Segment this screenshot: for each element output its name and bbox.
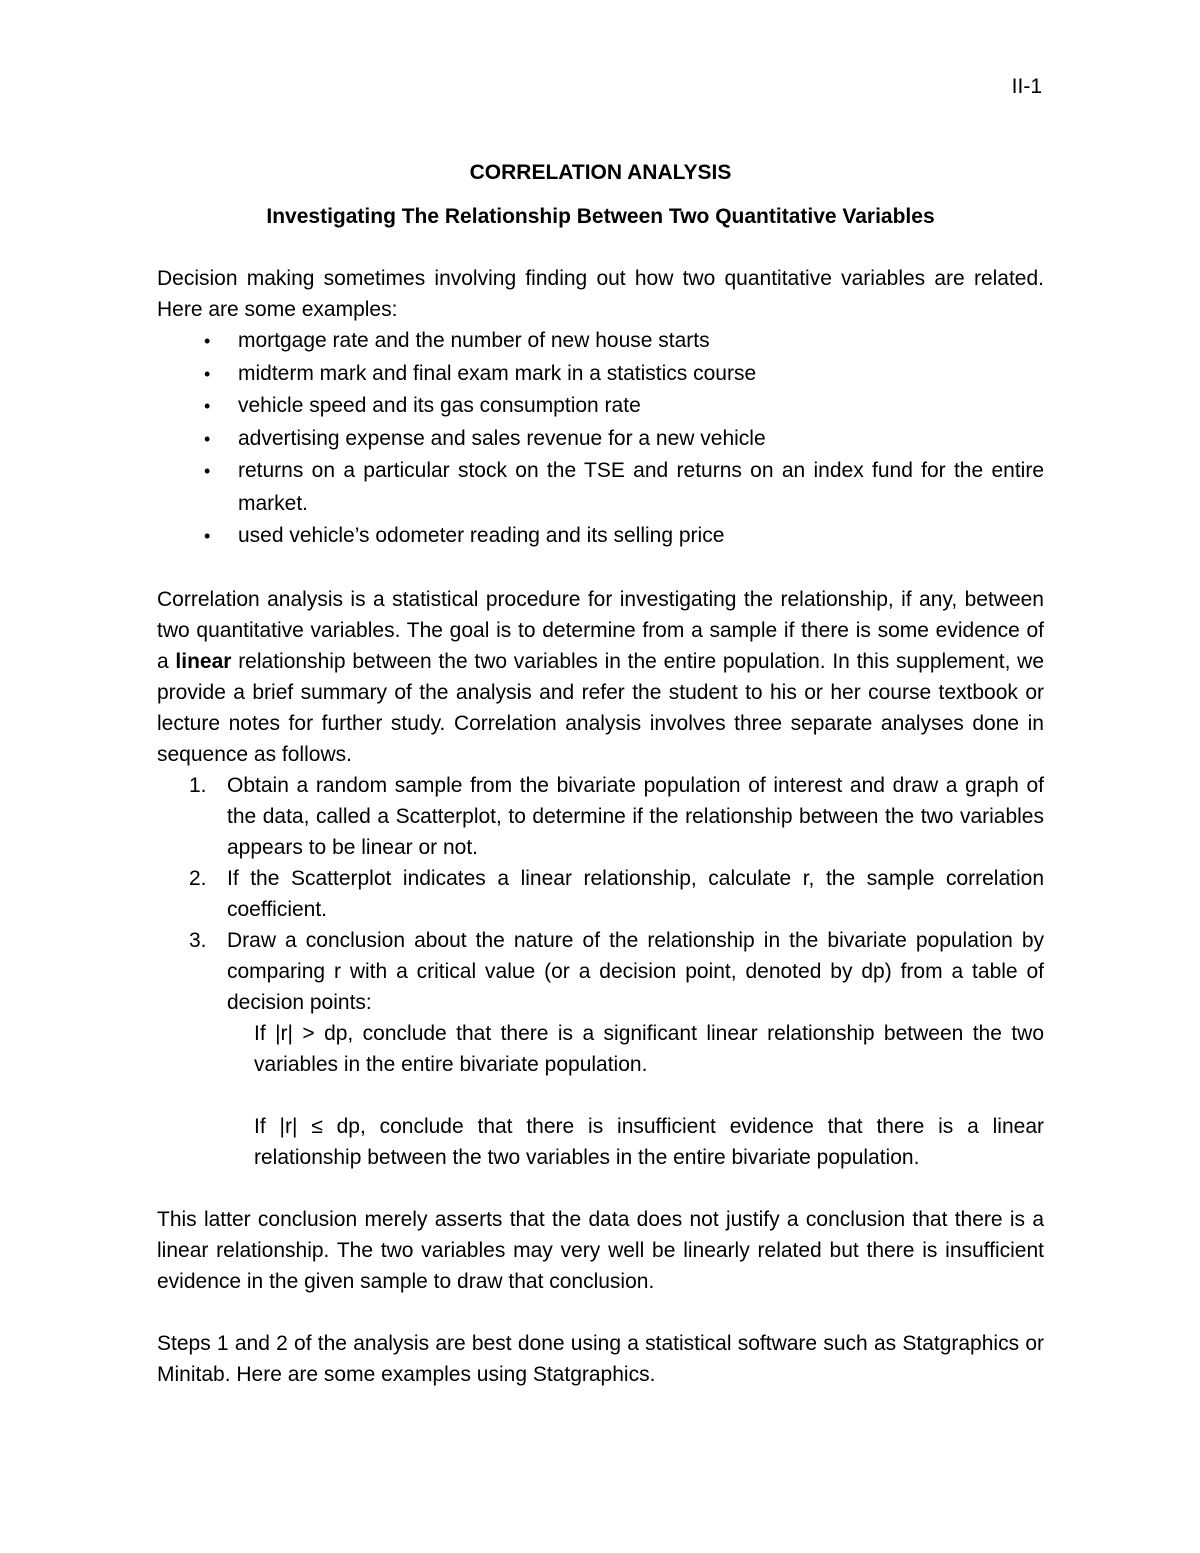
decision-rule-insufficient: If |r| ≤ dp, conclude that there is insufficient evidence that there is a linear relationship between the two variables in the entire bivariate population. (254, 1114, 1044, 1169)
correlation-definition-paragraph (157, 584, 1044, 770)
bullet-icon: • (204, 396, 211, 416)
list-item (204, 390, 1044, 423)
list-item-text: midterm mark and final exam mark in a statistics course (238, 361, 757, 385)
step-number: 1. (189, 773, 207, 797)
conclusion-paragraph: This latter conclusion merely asserts that the data does not justify a conclusion that there is a linear relationship. The two variables may very well be linearly related but there is insufficient evidence in the given sample to draw that conclusion. (157, 1207, 1044, 1293)
list-item-text: vehicle speed and its gas consumption rate (238, 394, 641, 417)
intro-paragraph: Decision making sometimes involving finding out how two quantitative variables are related. Here are some examples: (157, 267, 1044, 321)
examples-list (157, 325, 1044, 553)
document-title: CORRELATION ANALYSIS (469, 161, 732, 184)
paragraph-text: relationship between the two variables in the entire population. In this supplement, we provide a brief summary of the analysis and refer the student to his or her course textbook or lecture notes for further study. Correlation analysis involves three separate analyses done in sequence as follows. (157, 649, 1044, 766)
list-item (204, 520, 1044, 553)
steps-list (157, 770, 1044, 1173)
step-text: Obtain a random sample from the bivariate population of interest and draw a graph of the data, called a Scatterplot, to determine if the relationship between the two variables appears to be linear or not. (227, 773, 1044, 859)
list-item (204, 423, 1044, 456)
emphasis-linear: linear (175, 649, 232, 673)
step-number: 3. (189, 928, 207, 952)
step-text: Draw a conclusion about the nature of the relationship in the bivariate population by comparing r with a critical value (or a decision point, denoted by dp) from a table of decision points: (227, 928, 1044, 1014)
step-text: If the Scatterplot indicates a linear relationship, calculate r, the sample correlation coefficient. (227, 866, 1044, 921)
bullet-icon: • (204, 363, 211, 384)
list-item-text: advertising expense and sales revenue for a new vehicle (238, 426, 766, 450)
step-item (189, 863, 1044, 925)
paragraph-text: Correlation analysis is a statistical procedure for investigating the relationship, if any, between two quantitative variables. The goal is to determine from a sample if there is some evidence of a (157, 587, 1044, 673)
list-item (204, 455, 1044, 520)
list-item (204, 325, 1044, 358)
bullet-icon: • (204, 331, 211, 351)
step-number: 2. (189, 866, 207, 890)
step-item (189, 770, 1044, 863)
software-paragraph: Steps 1 and 2 of the analysis are best done using a statistical software such as Statgraphics or Minitab. Here are some examples using Statgraphics. (157, 1331, 1044, 1386)
document-body (157, 157, 1044, 1390)
list-item-text: mortgage rate and the number of new house starts (238, 329, 710, 352)
bullet-icon: • (204, 461, 211, 481)
bullet-icon: • (204, 526, 211, 546)
page-number: II-1 (1011, 75, 1042, 98)
bullet-icon: • (204, 428, 211, 449)
decision-rule-significant: If |r| > dp, conclude that there is a significant linear relationship between the two variables in the entire bivariate population. (254, 1021, 1044, 1076)
list-item-text: used vehicle’s odometer reading and its selling price (238, 524, 725, 547)
document-subtitle: Investigating The Relationship Between Two Quantitative Variables (266, 205, 935, 228)
list-item (204, 358, 1044, 391)
list-item-text: returns on a particular stock on the TSE and returns on an index fund for the entire market. (238, 459, 1044, 515)
step-item (189, 925, 1044, 1173)
